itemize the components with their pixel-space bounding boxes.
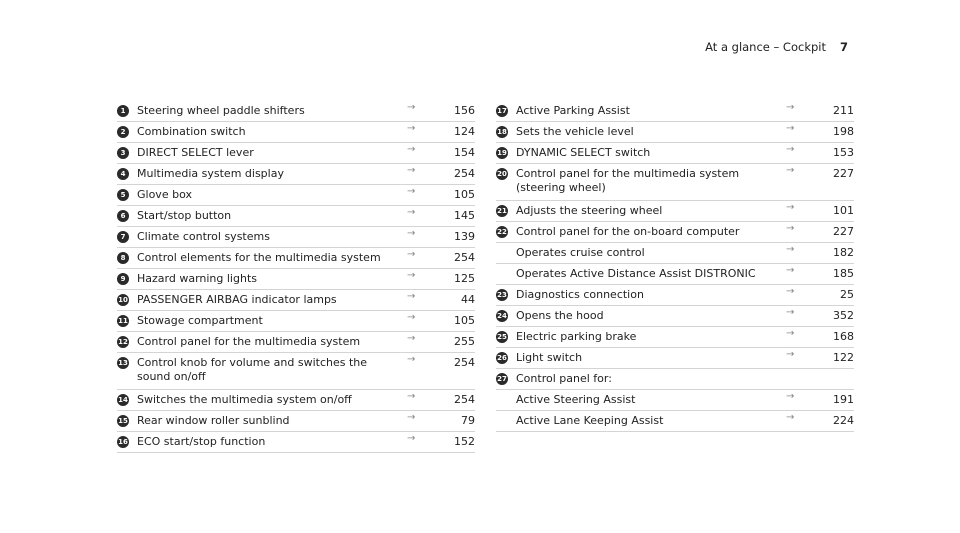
page-reference-link[interactable]: 105 [454, 314, 475, 327]
item-number-placeholder [496, 268, 508, 280]
item-label [137, 335, 402, 349]
item-label [137, 104, 402, 118]
item-number-badge: 1 [117, 105, 129, 117]
item-label-line: Electric parking brake [516, 330, 637, 343]
arrow-icon: → [407, 412, 416, 423]
arrow-icon: → [407, 270, 416, 281]
item-number-badge: 6 [117, 210, 129, 222]
list-item [117, 101, 475, 122]
item-number-placeholder [496, 394, 508, 406]
page-reference-link[interactable]: 101 [833, 204, 854, 217]
list-item [496, 411, 854, 432]
item-label-line: Active Steering Assist [516, 393, 636, 406]
item-label [516, 125, 781, 139]
item-label [516, 167, 781, 195]
page-reference-link[interactable]: 198 [833, 125, 854, 138]
item-label-line: Switches the multimedia system on/off [137, 393, 352, 406]
item-label [137, 393, 402, 407]
item-label-line: Combination switch [137, 125, 246, 138]
arrow-icon: → [786, 223, 795, 234]
list-item [117, 164, 475, 185]
item-number-badge: 17 [497, 107, 507, 115]
page-reference-link[interactable]: 153 [833, 146, 854, 159]
item-label-line: Hazard warning lights [137, 272, 257, 285]
page-reference-link[interactable]: 185 [833, 267, 854, 280]
page-reference-link[interactable]: 145 [454, 209, 475, 222]
list-item [496, 390, 854, 411]
list-item [496, 264, 854, 285]
item-label-line: Operates Active Distance Assist DISTRONIC [516, 267, 756, 280]
page-reference-link[interactable]: 152 [454, 435, 475, 448]
page-reference-link[interactable]: 168 [833, 330, 854, 343]
arrow-icon: → [786, 202, 795, 213]
item-number-badge: 21 [497, 207, 507, 215]
list-item [496, 369, 854, 390]
item-number-badge: 26 [497, 354, 507, 362]
item-label-line: Control panel for the multimedia system [137, 335, 361, 348]
item-label-line: Control knob for volume and switches the [137, 356, 368, 369]
arrow-icon: → [786, 286, 795, 297]
item-label-line: Control panel for the multimedia system [516, 167, 740, 180]
item-label [137, 435, 402, 449]
item-label-line: Stowage compartment [137, 314, 263, 327]
item-label [516, 309, 781, 323]
item-label-line: Control panel for the on-board computer [516, 225, 740, 238]
right-item-list [496, 101, 854, 432]
page-reference-link[interactable]: 255 [454, 335, 475, 348]
item-label [516, 393, 781, 407]
item-label-line: Climate control systems [137, 230, 270, 243]
item-label-line: Opens the hood [516, 309, 604, 322]
list-item [117, 311, 475, 332]
item-number-badge: 19 [497, 149, 507, 157]
list-item [496, 122, 854, 143]
item-number-badge: 16 [118, 438, 128, 446]
item-number-badge: 22 [497, 228, 507, 236]
list-item [117, 411, 475, 432]
page-number: 7 [839, 40, 848, 54]
arrow-icon: → [786, 165, 795, 176]
arrow-icon: → [407, 186, 416, 197]
item-label [516, 414, 781, 428]
page-reference-link[interactable]: 105 [454, 188, 475, 201]
arrow-icon: → [407, 391, 416, 402]
list-item [117, 353, 475, 390]
item-label [137, 209, 402, 223]
arrow-icon: → [407, 144, 416, 155]
item-label-line: Active Lane Keeping Assist [516, 414, 664, 427]
list-item [117, 248, 475, 269]
item-label [516, 330, 781, 344]
page-reference-link[interactable]: 227 [833, 225, 854, 238]
item-label [516, 204, 781, 218]
item-label [137, 146, 402, 160]
page-reference-link[interactable]: 191 [833, 393, 854, 406]
page-header [705, 40, 848, 54]
list-item [117, 122, 475, 143]
list-item [117, 227, 475, 248]
item-label [137, 230, 402, 244]
item-label-line: Operates cruise control [516, 246, 645, 259]
page-reference-link[interactable]: 254 [454, 167, 475, 180]
arrow-icon: → [786, 144, 795, 155]
item-number-badge: 4 [117, 168, 129, 180]
arrow-icon: → [407, 333, 416, 344]
item-label [137, 167, 402, 181]
item-number-badge: 18 [497, 128, 507, 136]
arrow-icon: → [407, 123, 416, 134]
item-label-line: ECO start/stop function [137, 435, 266, 448]
list-item [117, 185, 475, 206]
item-number-badge: 23 [497, 291, 507, 299]
item-number-badge: 7 [117, 231, 129, 243]
list-item [117, 290, 475, 311]
arrow-icon: → [786, 244, 795, 255]
item-number-badge: 10 [118, 296, 128, 304]
list-item [117, 143, 475, 164]
item-label [137, 293, 402, 307]
item-label [516, 246, 781, 260]
arrow-icon: → [786, 265, 795, 276]
page-reference-link[interactable]: 124 [454, 125, 475, 138]
arrow-icon: → [407, 165, 416, 176]
list-item [496, 243, 854, 264]
page-reference-link[interactable]: 352 [833, 309, 854, 322]
arrow-icon: → [786, 102, 795, 113]
list-item [496, 306, 854, 327]
item-label [137, 414, 402, 428]
item-label [516, 351, 781, 365]
item-label-line: Control elements for the multimedia system [137, 251, 381, 264]
item-label [516, 104, 781, 118]
item-number-badge: 14 [118, 396, 128, 404]
item-label-line: Control panel for: [516, 372, 612, 385]
page-reference-link[interactable]: 44 [461, 293, 475, 306]
item-number-placeholder [496, 247, 508, 259]
item-number-badge: 13 [118, 359, 128, 367]
page-reference-link[interactable]: 254 [454, 251, 475, 264]
page-reference-link[interactable]: 156 [454, 104, 475, 117]
item-label-line: Adjusts the steering wheel [516, 204, 663, 217]
item-number-badge: 20 [497, 170, 507, 178]
item-number-badge: 3 [117, 147, 129, 159]
item-label [516, 225, 781, 239]
item-number-badge: 2 [117, 126, 129, 138]
item-label-line: Diagnostics connection [516, 288, 644, 301]
item-label [137, 356, 402, 384]
arrow-icon: → [786, 412, 795, 423]
list-item [117, 269, 475, 290]
item-label-line: DYNAMIC SELECT switch [516, 146, 651, 159]
list-item [496, 101, 854, 122]
item-number-badge: 9 [117, 273, 129, 285]
arrow-icon: → [407, 433, 416, 444]
arrow-icon: → [786, 307, 795, 318]
page-reference-link[interactable]: 79 [461, 414, 475, 427]
arrow-icon: → [407, 228, 416, 239]
item-label-line: Steering wheel paddle shifters [137, 104, 305, 117]
list-item [496, 201, 854, 222]
item-label [516, 267, 781, 281]
list-item [496, 143, 854, 164]
item-label [137, 251, 402, 265]
page-reference-link[interactable]: 254 [454, 393, 475, 406]
item-number-badge: 8 [117, 252, 129, 264]
arrow-icon: → [786, 328, 795, 339]
arrow-icon: → [407, 354, 416, 365]
page-reference-link[interactable]: 25 [840, 288, 854, 301]
list-item [496, 285, 854, 306]
arrow-icon: → [407, 249, 416, 260]
item-label [137, 125, 402, 139]
arrow-icon: → [407, 291, 416, 302]
item-number-badge: 5 [117, 189, 129, 201]
item-label [137, 188, 402, 202]
item-number-badge: 27 [497, 375, 507, 383]
arrow-icon: → [786, 123, 795, 134]
section-title: At a glance – Cockpit [705, 40, 826, 54]
page-reference-link[interactable]: 211 [833, 104, 854, 117]
page-reference-link[interactable]: 224 [833, 414, 854, 427]
item-number-badge: 24 [497, 312, 507, 320]
item-number-badge: 25 [497, 333, 507, 341]
page-reference-link[interactable]: 125 [454, 272, 475, 285]
item-label-line: Start/stop button [137, 209, 232, 222]
arrow-icon: → [407, 102, 416, 113]
arrow-icon: → [786, 349, 795, 360]
arrow-icon: → [407, 312, 416, 323]
arrow-icon: → [786, 391, 795, 402]
item-label-line: Glove box [137, 188, 192, 201]
item-label-line: sound on/off [137, 370, 206, 383]
item-label-line: DIRECT SELECT lever [137, 146, 254, 159]
item-label-line: PASSENGER AIRBAG indicator lamps [137, 293, 337, 306]
item-label-line: Rear window roller sunblind [137, 414, 290, 427]
item-label [516, 288, 781, 302]
page-reference-link[interactable]: 154 [454, 146, 475, 159]
arrow-icon: → [407, 207, 416, 218]
item-label [516, 146, 781, 160]
item-number-badge: 11 [118, 317, 128, 325]
item-number-badge: 15 [118, 417, 128, 425]
list-item [117, 390, 475, 411]
item-label-line: Active Parking Assist [516, 104, 630, 117]
page-reference-link[interactable]: 122 [833, 351, 854, 364]
list-item [117, 332, 475, 353]
list-item [117, 206, 475, 227]
page-reference-link[interactable]: 227 [833, 167, 854, 180]
item-label [137, 272, 402, 286]
item-label-line: Sets the vehicle level [516, 125, 634, 138]
list-item [496, 348, 854, 369]
item-label-line: Light switch [516, 351, 583, 364]
page-reference-link[interactable]: 139 [454, 230, 475, 243]
list-item [117, 432, 475, 453]
item-number-badge: 12 [118, 338, 128, 346]
page-reference-link[interactable]: 182 [833, 246, 854, 259]
item-label [516, 372, 781, 386]
list-item [496, 327, 854, 348]
left-item-list [117, 101, 475, 453]
page-reference-link[interactable]: 254 [454, 356, 475, 369]
item-number-placeholder [496, 415, 508, 427]
list-item [496, 222, 854, 243]
item-label [137, 314, 402, 328]
item-label-line: Multimedia system display [137, 167, 284, 180]
list-item [496, 164, 854, 201]
item-label-line: (steering wheel) [516, 181, 606, 194]
